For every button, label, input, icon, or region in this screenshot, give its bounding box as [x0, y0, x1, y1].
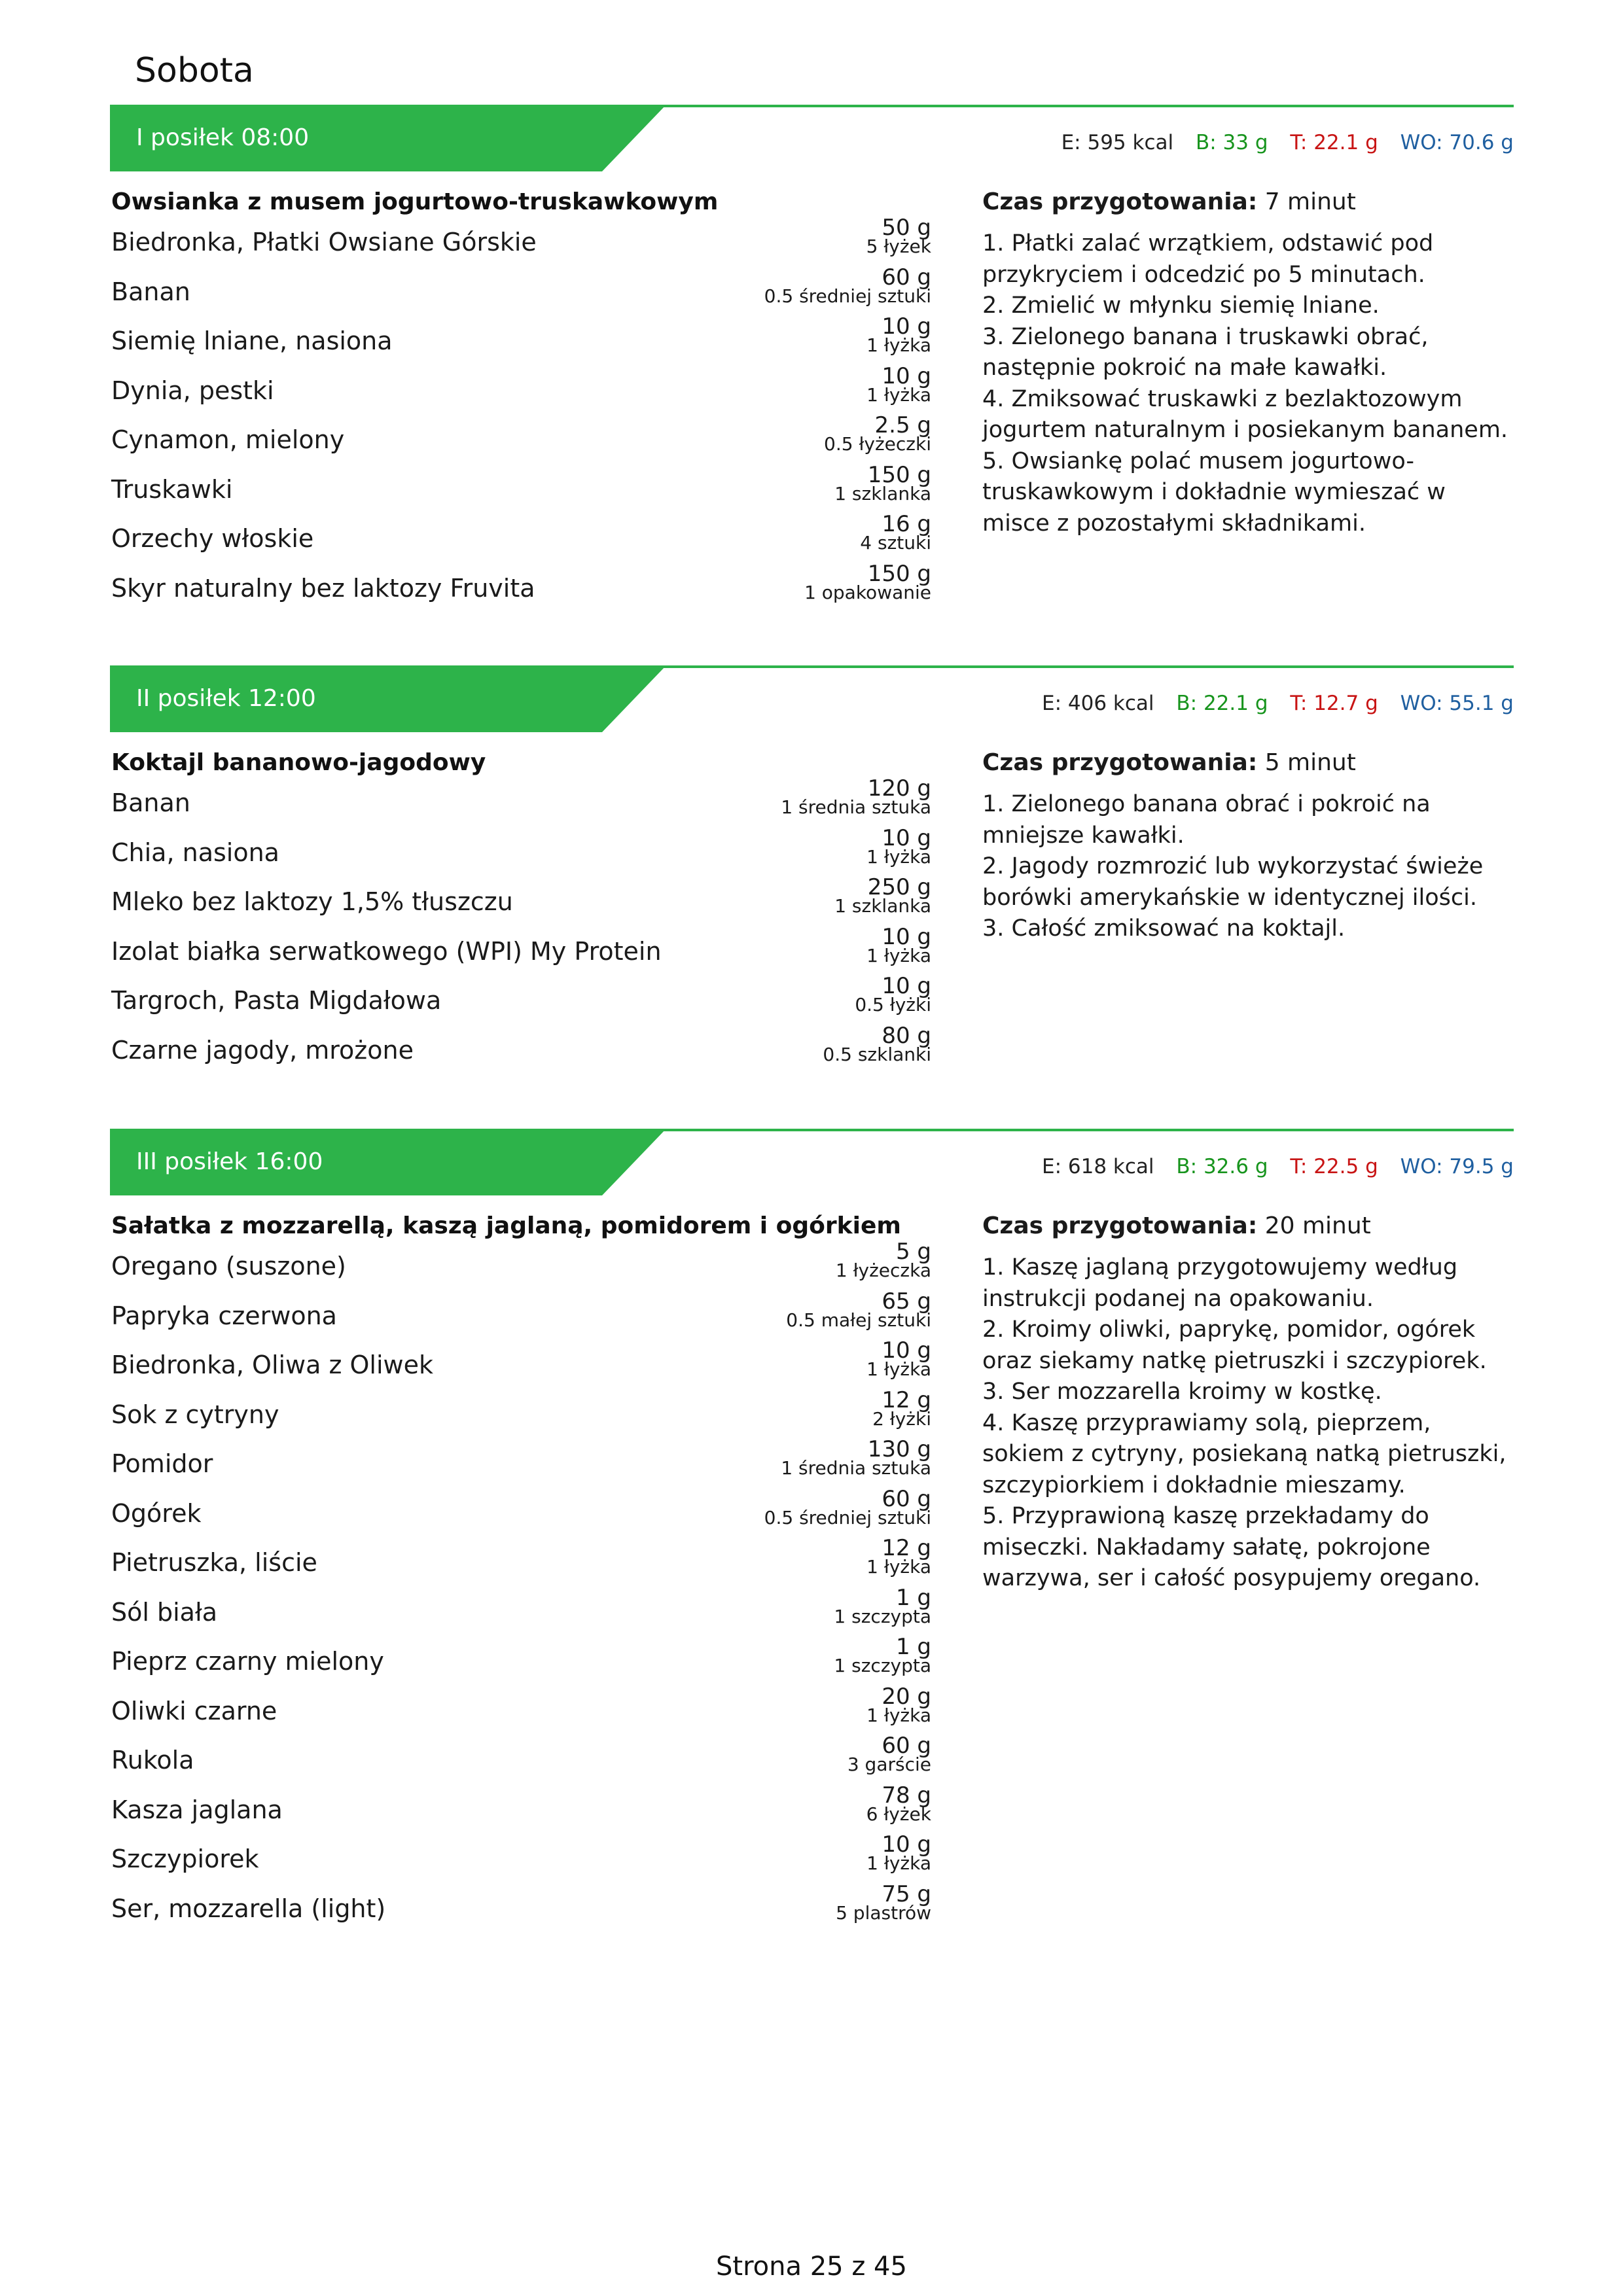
ingredient-name: Banan: [111, 277, 190, 306]
ingredient-quantity: [866, 1683, 931, 1726]
ingredient-name: Banan: [111, 788, 190, 817]
fat-value: T: 22.1 g: [1290, 131, 1378, 154]
ingredient-quantity: [866, 1833, 931, 1873]
ingredient-portion: 1 łyżka: [866, 334, 931, 356]
day-title: Sobota: [135, 51, 254, 90]
ingredient-grams: 1 g: [895, 1584, 931, 1611]
ingredient-quantity: [834, 876, 931, 915]
ingredient-quantity: [824, 414, 931, 453]
ingredient-row: [111, 313, 931, 376]
ingredient-grams: 16 g: [882, 511, 931, 537]
meal-macros: [1026, 1155, 1514, 1178]
prep-step: 2. Kroimy oliwki, paprykę, pomidor, ogórek oraz siekamy natkę pietruszki i szczypiorek.: [982, 1316, 1487, 1374]
ingredient-grams: 65 g: [882, 1288, 931, 1315]
ingredient-portion: 1 łyżeczka: [835, 1260, 931, 1281]
ingredient-portion: 1 łyżka: [866, 1358, 931, 1380]
ingredient-grams: 60 g: [882, 264, 931, 291]
carbs-value: WO: 55.1 g: [1400, 692, 1514, 715]
dish-name: Owsianka z musem jogurtowo-truskawkowym: [111, 188, 719, 215]
ingredient-grams: 78 g: [882, 1782, 931, 1809]
protein-value: B: 33 g: [1195, 131, 1268, 154]
ingredient-quantity: [781, 777, 931, 817]
meal-header: [110, 105, 1514, 171]
ingredient-name: Dynia, pestki: [111, 376, 274, 405]
ingredient-name: Kasza jaglana: [111, 1795, 283, 1824]
ingredient-quantity: [836, 1241, 931, 1280]
meal-banner: [110, 1129, 666, 1195]
ingredient-row: [111, 1535, 931, 1597]
meal-banner: [110, 105, 666, 171]
protein-value: B: 22.1 g: [1176, 692, 1268, 715]
ingredient-name: Siemię lniane, nasiona: [111, 327, 393, 355]
ingredient-grams: 10 g: [882, 313, 931, 340]
prep-time-value: 7 minut: [1264, 188, 1356, 215]
ingredient-grams: 12 g: [882, 1386, 931, 1413]
prep-time: [982, 1212, 1519, 1239]
ingredient-row: [111, 874, 931, 936]
prep-step: 1. Kaszę jaglaną przygotowujemy według instrukcji podanej na opakowaniu.: [982, 1254, 1458, 1312]
ingredient-quantity: [781, 1438, 931, 1477]
ingredient-row: [111, 560, 931, 623]
ingredient-portion: 5 łyżek: [866, 236, 931, 257]
ingredient-portion: 1 szklanka: [834, 895, 931, 917]
prep-step: 1. Płatki zalać wrzątkiem, odstawić pod przykryciem i odcedzić po 5 minutach.: [982, 230, 1434, 288]
ingredient-portion: 0.5 łyżeczki: [824, 433, 931, 455]
ingredient-grams: 80 g: [882, 1022, 931, 1049]
prep-time-value: 20 minut: [1264, 1212, 1371, 1239]
dish-name: Koktajl bananowo-jagodowy: [111, 749, 486, 776]
ingredient-portion: 1 łyżka: [866, 944, 931, 966]
ingredient-name: Czarne jagody, mrożone: [111, 1035, 414, 1065]
ingredient-quantity: [855, 975, 931, 1014]
ingredient-row: [111, 1881, 931, 1943]
prep-time-label: Czas przygotowania:: [982, 1212, 1258, 1239]
ingredient-list: [111, 775, 931, 1084]
ingredient-list: [111, 1239, 931, 1943]
ingredient-grams: 5 g: [895, 1239, 931, 1265]
page-footer: Strona 25 z 45: [716, 2252, 907, 2282]
ingredient-name: Pieprz czarny mielony: [111, 1647, 384, 1676]
ingredient-row: [111, 1288, 931, 1351]
ingredient-name: Truskawki: [111, 474, 233, 504]
prep-step: 3. Ser mozzarella kroimy w kostkę.: [982, 1379, 1382, 1405]
ingredient-row: [111, 973, 931, 1035]
ingredient-name: Sól biała: [111, 1597, 218, 1627]
ingredient-quantity: [866, 824, 931, 868]
ingredient-portion: 2 łyżki: [872, 1407, 931, 1430]
meal-banner: [110, 665, 666, 732]
ingredient-name: Sok z cytryny: [111, 1400, 279, 1429]
meal-title: I posiłek 08:00: [136, 124, 310, 151]
prep-step: 3. Całość zmiksować na koktajl.: [982, 915, 1346, 942]
meal-macros: [1026, 692, 1514, 715]
fat-value: T: 12.7 g: [1290, 692, 1378, 715]
ingredient-quantity: [834, 1636, 931, 1675]
ingredient-grams: 10 g: [882, 1337, 931, 1364]
ingredient-grams: 10 g: [882, 1831, 931, 1858]
prep-steps: [982, 1252, 1519, 1595]
energy-value: E: 618 kcal: [1042, 1155, 1154, 1178]
meal-title: II posiłek 12:00: [136, 685, 316, 712]
meal-macros: [1046, 131, 1514, 154]
ingredient-grams: 20 g: [882, 1683, 931, 1710]
ingredient-quantity: [872, 1386, 931, 1430]
ingredient-name: Biedronka, Płatki Owsiane Górskie: [111, 228, 537, 256]
ingredient-portion: 1 średnia sztuka: [781, 1457, 931, 1479]
ingredient-quantity: [866, 1784, 931, 1824]
carbs-value: WO: 79.5 g: [1400, 1155, 1514, 1178]
ingredient-name: Mleko bez laktozy 1,5% tłuszczu: [111, 887, 513, 916]
ingredient-quantity: [866, 315, 931, 355]
ingredient-portion: 1 łyżka: [866, 1704, 931, 1726]
ingredient-portion: 1 średnia sztuka: [781, 796, 931, 818]
ingredient-name: Biedronka, Oliwa z Oliwek: [111, 1351, 434, 1379]
ingredient-quantity: [866, 923, 931, 966]
ingredient-grams: 60 g: [882, 1485, 931, 1512]
ingredient-row: [111, 1584, 931, 1647]
ingredient-row: [111, 824, 931, 887]
dish-name: Sałatka z mozzarellą, kaszą jaglaną, pomidorem i ogórkiem: [111, 1212, 901, 1239]
ingredient-name: Izolat białka serwatkowego (WPI) My Protein: [111, 936, 662, 966]
ingredient-portion: 1 łyżka: [866, 1852, 931, 1874]
ingredient-grams: 250 g: [867, 874, 931, 900]
ingredient-grams: 1 g: [895, 1634, 931, 1660]
prep-step: 5. Przyprawioną kaszę przekładamy do miseczki. Nakładamy sałatę, pokrojone warzywa, ser i całość posypujemy oregano.: [982, 1503, 1481, 1591]
prep-time-value: 5 minut: [1264, 749, 1356, 776]
ingredient-quantity: [866, 217, 931, 256]
carbs-value: WO: 70.6 g: [1400, 131, 1514, 154]
ingredient-name: Ser, mozzarella (light): [111, 1894, 386, 1923]
energy-value: E: 595 kcal: [1061, 131, 1174, 154]
ingredient-portion: 0.5 szklanki: [823, 1043, 931, 1065]
ingredient-row: [111, 1485, 931, 1548]
ingredient-portion: 6 łyżek: [866, 1803, 931, 1825]
ingredient-name: Cynamon, mielony: [111, 425, 345, 454]
ingredient-quantity: [834, 461, 931, 504]
ingredient-quantity: [823, 1022, 931, 1065]
ingredient-portion: 1 łyżka: [866, 383, 931, 406]
ingredient-row: [111, 1337, 931, 1400]
meal-title: III posiłek 16:00: [136, 1148, 323, 1175]
prep-step: 5. Owsiankę polać musem jogurtowo-truskawkowym i dokładnie wymieszać w misce z pozostałymi składnikami.: [982, 448, 1446, 537]
ingredient-grams: 60 g: [882, 1733, 931, 1759]
ingredient-quantity: [866, 362, 931, 406]
preparation: [982, 1212, 1519, 1595]
ingredient-portion: 3 garście: [847, 1754, 931, 1775]
prep-steps: [982, 228, 1519, 539]
ingredient-portion: 0.5 średniej sztuki: [764, 1506, 931, 1528]
ingredient-row: [111, 1733, 931, 1795]
ingredient-quantity: [786, 1290, 931, 1330]
ingredient-portion: 1 szczypta: [834, 1605, 931, 1627]
ingredient-grams: 50 g: [882, 215, 931, 241]
ingredient-row: [111, 362, 931, 425]
ingredient-name: Papryka czerwona: [111, 1301, 337, 1330]
ingredient-grams: 10 g: [882, 362, 931, 389]
ingredient-row: [111, 923, 931, 986]
prep-step: 2. Zmielić w młynku siemię lniane.: [982, 292, 1380, 319]
preparation: [982, 749, 1519, 945]
ingredient-grams: 150 g: [867, 461, 931, 488]
ingredient-quantity: [866, 1537, 931, 1576]
ingredient-quantity: [847, 1735, 931, 1774]
ingredient-quantity: [764, 1485, 931, 1528]
ingredient-grams: 75 g: [882, 1881, 931, 1907]
meal-section: [110, 105, 1514, 603]
ingredient-portion: 4 sztuki: [860, 532, 931, 554]
ingredient-portion: 1 łyżka: [866, 845, 931, 868]
ingredient-list: [111, 215, 931, 622]
energy-value: E: 406 kcal: [1042, 692, 1154, 715]
ingredient-quantity: [860, 513, 931, 552]
ingredient-name: Oregano (suszone): [111, 1252, 346, 1280]
preparation: [982, 188, 1519, 539]
ingredient-row: [111, 264, 931, 327]
ingredient-row: [111, 1831, 931, 1894]
ingredient-quantity: [764, 266, 931, 306]
ingredient-quantity: [836, 1883, 931, 1922]
ingredient-name: Oliwki czarne: [111, 1696, 277, 1725]
prep-step: 4. Zmiksować truskawki z bezlaktozowym jogurtem naturalnym i posiekanym bananem.: [982, 385, 1508, 443]
ingredient-name: Szczypiorek: [111, 1845, 259, 1873]
fat-value: T: 22.5 g: [1290, 1155, 1378, 1178]
meal-header: [110, 1129, 1514, 1195]
ingredient-portion: 1 opakowanie: [804, 581, 931, 603]
ingredient-row: [111, 412, 931, 474]
ingredient-grams: 150 g: [867, 560, 931, 587]
prep-time: [982, 749, 1519, 776]
ingredient-row: [111, 775, 931, 838]
meal-section: [110, 665, 1514, 1065]
prep-steps: [982, 789, 1519, 945]
ingredient-portion: 1 szklanka: [834, 482, 931, 504]
ingredient-name: Targroch, Pasta Migdałowa: [111, 986, 442, 1015]
ingredient-portion: 0.5 małej sztuki: [786, 1309, 931, 1331]
prep-time-label: Czas przygotowania:: [982, 749, 1258, 776]
meal-header: [110, 665, 1514, 732]
prep-time: [982, 188, 1519, 215]
ingredient-name: Chia, nasiona: [111, 838, 279, 867]
ingredient-name: Pomidor: [111, 1449, 213, 1478]
ingredient-grams: 130 g: [867, 1436, 931, 1462]
meal-section: [110, 1129, 1514, 1924]
ingredient-grams: 10 g: [882, 973, 931, 999]
ingredient-portion: 0.5 średniej sztuki: [764, 285, 931, 307]
ingredient-name: Ogórek: [111, 1498, 202, 1528]
prep-step: 2. Jagody rozmrozić lub wykorzystać świeże borówki amerykańskie w identycznej ilości.: [982, 853, 1484, 911]
prep-step: 4. Kaszę przyprawiamy solą, pieprzem, sokiem z cytryny, posiekaną natką pietruszki, szczypiorkiem i dokładnie mieszamy.: [982, 1409, 1507, 1498]
ingredient-grams: 2.5 g: [874, 412, 931, 438]
prep-step: 1. Zielonego banana obrać i pokroić na mniejsze kawałki.: [982, 791, 1431, 849]
ingredient-row: [111, 1683, 931, 1746]
ingredient-name: Pietruszka, liście: [111, 1548, 317, 1577]
ingredient-quantity: [804, 560, 931, 603]
ingredient-quantity: [866, 1339, 931, 1379]
ingredient-portion: 5 plastrów: [836, 1901, 931, 1924]
ingredient-grams: 12 g: [882, 1535, 931, 1561]
prep-step: 3. Zielonego banana i truskawki obrać, następnie pokroić na małe kawałki.: [982, 323, 1429, 381]
prep-time-label: Czas przygotowania:: [982, 188, 1258, 215]
ingredient-quantity: [834, 1584, 931, 1627]
ingredient-row: [111, 1634, 931, 1696]
ingredient-name: Rukola: [111, 1746, 194, 1775]
ingredient-portion: 0.5 łyżki: [855, 994, 931, 1016]
ingredient-portion: 1 łyżka: [866, 1556, 931, 1578]
ingredient-portion: 1 szczypta: [834, 1655, 931, 1676]
ingredient-row: [111, 1022, 931, 1085]
ingredient-name: Skyr naturalny bez laktozy Fruvita: [111, 573, 535, 603]
ingredient-row: [111, 1782, 931, 1845]
ingredient-name: Orzechy włoskie: [111, 524, 314, 553]
ingredient-grams: 120 g: [867, 775, 931, 802]
ingredient-grams: 10 g: [882, 923, 931, 950]
ingredient-grams: 10 g: [882, 824, 931, 851]
protein-value: B: 32.6 g: [1176, 1155, 1268, 1178]
ingredient-row: [111, 461, 931, 524]
